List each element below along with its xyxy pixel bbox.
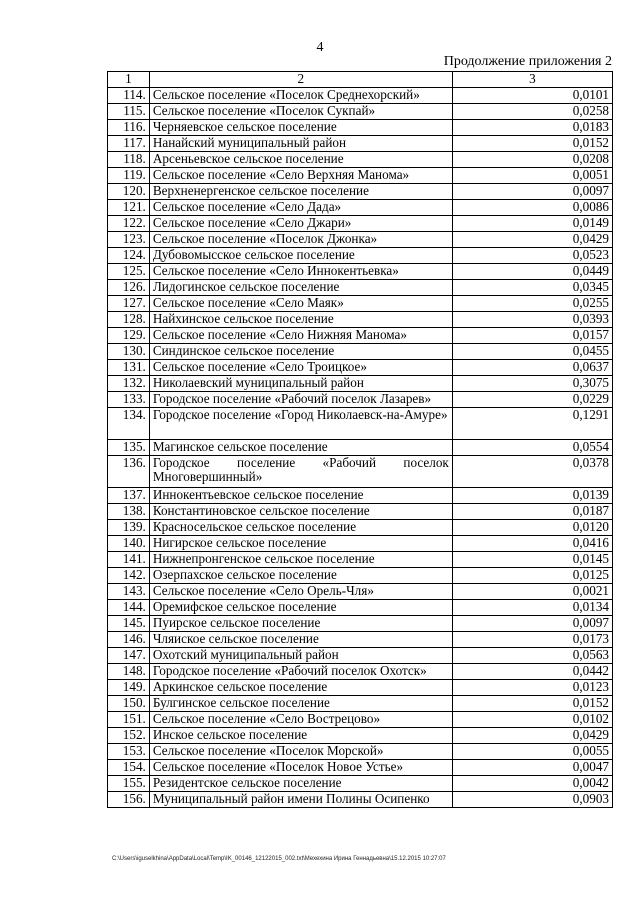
settlement-name: Сельское поселение «Поселок Джонка» bbox=[149, 232, 452, 248]
settlement-name: Чляиское сельское поселение bbox=[149, 632, 452, 648]
settlement-name: Сельское поселение «Село Маяк» bbox=[149, 296, 452, 312]
row-number: 121. bbox=[108, 200, 150, 216]
row-number: 124. bbox=[108, 248, 150, 264]
settlement-name: Сельское поселение «Поселок Сукпай» bbox=[149, 104, 452, 120]
row-number: 136. bbox=[108, 456, 150, 488]
coefficient-value: 0,0120 bbox=[452, 520, 612, 536]
settlement-name: Сельское поселение «Поселок Новое Устье» bbox=[149, 760, 452, 776]
coefficient-value: 0,3075 bbox=[452, 376, 612, 392]
file-path-footer: C:\Users\iguselkhina\AppData\Local\Temp\IK_00146_12122015_002.txt\Мехехина Ирина Геннадьевна\15.12.2015 10:27:07 bbox=[112, 856, 446, 862]
coefficient-value: 0,0393 bbox=[452, 312, 612, 328]
table-header-row bbox=[108, 72, 613, 88]
coefficient-value: 0,0152 bbox=[452, 136, 612, 152]
settlement-name: Красносельское сельское поселение bbox=[149, 520, 452, 536]
coefficient-value: 0,0429 bbox=[452, 728, 612, 744]
table-row bbox=[108, 792, 613, 808]
row-number: 151. bbox=[108, 712, 150, 728]
row-number: 155. bbox=[108, 776, 150, 792]
row-number: 119. bbox=[108, 168, 150, 184]
row-number: 149. bbox=[108, 680, 150, 696]
table-row bbox=[108, 344, 613, 360]
settlement-name: Сельское поселение «Село Дада» bbox=[149, 200, 452, 216]
coefficient-value: 0,0123 bbox=[452, 680, 612, 696]
table-row bbox=[108, 520, 613, 536]
row-number: 143. bbox=[108, 584, 150, 600]
table-row bbox=[108, 360, 613, 376]
settlement-name: Верхненергенское сельское поселение bbox=[149, 184, 452, 200]
table-row bbox=[108, 632, 613, 648]
row-number: 140. bbox=[108, 536, 150, 552]
coefficient-value: 0,0455 bbox=[452, 344, 612, 360]
row-number: 137. bbox=[108, 488, 150, 504]
settlement-name: Оремифское сельское поселение bbox=[149, 600, 452, 616]
table-row bbox=[108, 312, 613, 328]
coefficient-value: 0,0149 bbox=[452, 216, 612, 232]
coefficient-value: 0,0145 bbox=[452, 552, 612, 568]
column-header-number: 1 bbox=[108, 72, 150, 88]
row-number: 148. bbox=[108, 664, 150, 680]
coefficient-value: 0,0903 bbox=[452, 792, 612, 808]
table-row bbox=[108, 168, 613, 184]
continuation-caption: Продолжение приложения 2 bbox=[443, 54, 612, 69]
table-row bbox=[108, 776, 613, 792]
settlement-name: Черняевское сельское поселение bbox=[149, 120, 452, 136]
coefficient-value: 0,0097 bbox=[452, 616, 612, 632]
settlement-name: Сельское поселение «Село Орель-Чля» bbox=[149, 584, 452, 600]
row-number: 138. bbox=[108, 504, 150, 520]
coefficient-value: 0,0086 bbox=[452, 200, 612, 216]
table-row bbox=[108, 664, 613, 680]
settlement-name: Аркинское сельское поселение bbox=[149, 680, 452, 696]
row-number: 154. bbox=[108, 760, 150, 776]
settlement-name: Булгинское сельское поселение bbox=[149, 696, 452, 712]
table-row bbox=[108, 584, 613, 600]
coefficient-value: 0,0554 bbox=[452, 440, 612, 456]
table-row bbox=[108, 328, 613, 344]
coefficient-value: 0,0125 bbox=[452, 568, 612, 584]
coefficient-value: 0,0055 bbox=[452, 744, 612, 760]
settlement-name: Озерпахское сельское поселение bbox=[149, 568, 452, 584]
coefficient-value: 0,0345 bbox=[452, 280, 612, 296]
row-number: 142. bbox=[108, 568, 150, 584]
coefficient-value: 0,0157 bbox=[452, 328, 612, 344]
page-number: 4 bbox=[316, 40, 324, 55]
column-header-name: 2 bbox=[149, 72, 452, 88]
allocation-table bbox=[107, 71, 613, 808]
coefficient-value: 0,0097 bbox=[452, 184, 612, 200]
table-row bbox=[108, 440, 613, 456]
settlement-name: Дубовомысское сельское поселение bbox=[149, 248, 452, 264]
table-row bbox=[108, 392, 613, 408]
row-number: 122. bbox=[108, 216, 150, 232]
row-number: 146. bbox=[108, 632, 150, 648]
row-number: 135. bbox=[108, 440, 150, 456]
coefficient-value: 0,0042 bbox=[452, 776, 612, 792]
table-row bbox=[108, 712, 613, 728]
row-number: 152. bbox=[108, 728, 150, 744]
coefficient-value: 0,0637 bbox=[452, 360, 612, 376]
row-number: 123. bbox=[108, 232, 150, 248]
table-row bbox=[108, 200, 613, 216]
settlement-name: Резидентское сельское поселение bbox=[149, 776, 452, 792]
column-header-value: 3 bbox=[452, 72, 612, 88]
settlement-name: Магинское сельское поселение bbox=[149, 440, 452, 456]
settlement-name: Нижнепронгенское сельское поселение bbox=[149, 552, 452, 568]
coefficient-value: 0,0563 bbox=[452, 648, 612, 664]
settlement-name: Нанайский муниципальный район bbox=[149, 136, 452, 152]
coefficient-value: 0,0187 bbox=[452, 504, 612, 520]
row-number: 114. bbox=[108, 88, 150, 104]
coefficient-value: 0,0416 bbox=[452, 536, 612, 552]
settlement-name: Нигирское сельское поселение bbox=[149, 536, 452, 552]
coefficient-value: 0,0021 bbox=[452, 584, 612, 600]
coefficient-value: 0,0378 bbox=[452, 456, 612, 488]
row-number: 153. bbox=[108, 744, 150, 760]
settlement-name: Арсеньевское сельское поселение bbox=[149, 152, 452, 168]
coefficient-value: 0,0102 bbox=[452, 712, 612, 728]
settlement-name: Городское поселение «Город Николаевск-на-Амуре» bbox=[149, 408, 452, 440]
table-row bbox=[108, 88, 613, 104]
table-row bbox=[108, 616, 613, 632]
row-number: 126. bbox=[108, 280, 150, 296]
row-number: 118. bbox=[108, 152, 150, 168]
settlement-name: Сельское поселение «Село Вострецово» bbox=[149, 712, 452, 728]
coefficient-value: 0,0183 bbox=[452, 120, 612, 136]
row-number: 127. bbox=[108, 296, 150, 312]
row-number: 117. bbox=[108, 136, 150, 152]
settlement-name: Городское поселение «Рабочий поселок Лазарев» bbox=[149, 392, 452, 408]
coefficient-value: 0,0255 bbox=[452, 296, 612, 312]
table-row bbox=[108, 376, 613, 392]
table-row bbox=[108, 504, 613, 520]
table-row bbox=[108, 232, 613, 248]
row-number: 130. bbox=[108, 344, 150, 360]
coefficient-value: 0,0429 bbox=[452, 232, 612, 248]
table-row bbox=[108, 120, 613, 136]
coefficient-value: 0,0134 bbox=[452, 600, 612, 616]
coefficient-value: 0,0449 bbox=[452, 264, 612, 280]
row-number: 132. bbox=[108, 376, 150, 392]
settlement-name: Константиновское сельское поселение bbox=[149, 504, 452, 520]
settlement-name: Найхинское сельское поселение bbox=[149, 312, 452, 328]
coefficient-value: 0,1291 bbox=[452, 408, 612, 440]
table-row bbox=[108, 280, 613, 296]
row-number: 133. bbox=[108, 392, 150, 408]
row-number: 156. bbox=[108, 792, 150, 808]
table-row bbox=[108, 488, 613, 504]
row-number: 125. bbox=[108, 264, 150, 280]
table-body bbox=[108, 88, 613, 808]
row-number: 134. bbox=[108, 408, 150, 440]
table-row bbox=[108, 152, 613, 168]
row-number: 120. bbox=[108, 184, 150, 200]
coefficient-value: 0,0152 bbox=[452, 696, 612, 712]
coefficient-value: 0,0139 bbox=[452, 488, 612, 504]
settlement-name: Сельское поселение «Село Троицкое» bbox=[149, 360, 452, 376]
settlement-name: Сельское поселение «Село Нижняя Манома» bbox=[149, 328, 452, 344]
settlement-name: Охотский муниципальный район bbox=[149, 648, 452, 664]
settlement-name: Сельское поселение «Поселок Среднехорский» bbox=[149, 88, 452, 104]
row-number: 147. bbox=[108, 648, 150, 664]
settlement-name: Инское сельское поселение bbox=[149, 728, 452, 744]
settlement-name: Сельское поселение «Село Верхняя Манома» bbox=[149, 168, 452, 184]
settlement-name: Сельское поселение «Поселок Морской» bbox=[149, 744, 452, 760]
row-number: 128. bbox=[108, 312, 150, 328]
table-row bbox=[108, 408, 613, 440]
settlement-name: Городское поселение «Рабочий поселок Многовершинный» bbox=[149, 456, 452, 488]
table-row bbox=[108, 760, 613, 776]
row-number: 131. bbox=[108, 360, 150, 376]
row-number: 150. bbox=[108, 696, 150, 712]
table-row bbox=[108, 184, 613, 200]
table-row bbox=[108, 680, 613, 696]
table-row bbox=[108, 456, 613, 488]
coefficient-value: 0,0173 bbox=[452, 632, 612, 648]
row-number: 139. bbox=[108, 520, 150, 536]
table-row bbox=[108, 696, 613, 712]
settlement-name: Николаевский муниципальный район bbox=[149, 376, 452, 392]
table-row bbox=[108, 216, 613, 232]
coefficient-value: 0,0229 bbox=[452, 392, 612, 408]
table-row bbox=[108, 648, 613, 664]
coefficient-value: 0,0523 bbox=[452, 248, 612, 264]
row-number: 144. bbox=[108, 600, 150, 616]
coefficient-value: 0,0051 bbox=[452, 168, 612, 184]
settlement-name: Синдинское сельское поселение bbox=[149, 344, 452, 360]
table-row bbox=[108, 728, 613, 744]
row-number: 141. bbox=[108, 552, 150, 568]
settlement-name: Пуирское сельское поселение bbox=[149, 616, 452, 632]
coefficient-value: 0,0101 bbox=[452, 88, 612, 104]
table-row bbox=[108, 568, 613, 584]
table-row bbox=[108, 248, 613, 264]
settlement-name: Городское поселение «Рабочий поселок Охотск» bbox=[149, 664, 452, 680]
coefficient-value: 0,0442 bbox=[452, 664, 612, 680]
coefficient-value: 0,0208 bbox=[452, 152, 612, 168]
settlement-name: Муниципальный район имени Полины Осипенко bbox=[149, 792, 452, 808]
settlement-name: Сельское поселение «Село Джари» bbox=[149, 216, 452, 232]
table-row bbox=[108, 552, 613, 568]
table-row bbox=[108, 104, 613, 120]
table-row bbox=[108, 744, 613, 760]
coefficient-value: 0,0258 bbox=[452, 104, 612, 120]
table-row bbox=[108, 136, 613, 152]
table-row bbox=[108, 536, 613, 552]
settlement-name: Сельское поселение «Село Иннокентьевка» bbox=[149, 264, 452, 280]
row-number: 129. bbox=[108, 328, 150, 344]
table-row bbox=[108, 600, 613, 616]
table-row bbox=[108, 296, 613, 312]
settlement-name: Иннокентьевское сельское поселение bbox=[149, 488, 452, 504]
table-row bbox=[108, 264, 613, 280]
row-number: 116. bbox=[108, 120, 150, 136]
row-number: 115. bbox=[108, 104, 150, 120]
coefficient-value: 0,0047 bbox=[452, 760, 612, 776]
row-number: 145. bbox=[108, 616, 150, 632]
settlement-name: Лидогинское сельское поселение bbox=[149, 280, 452, 296]
